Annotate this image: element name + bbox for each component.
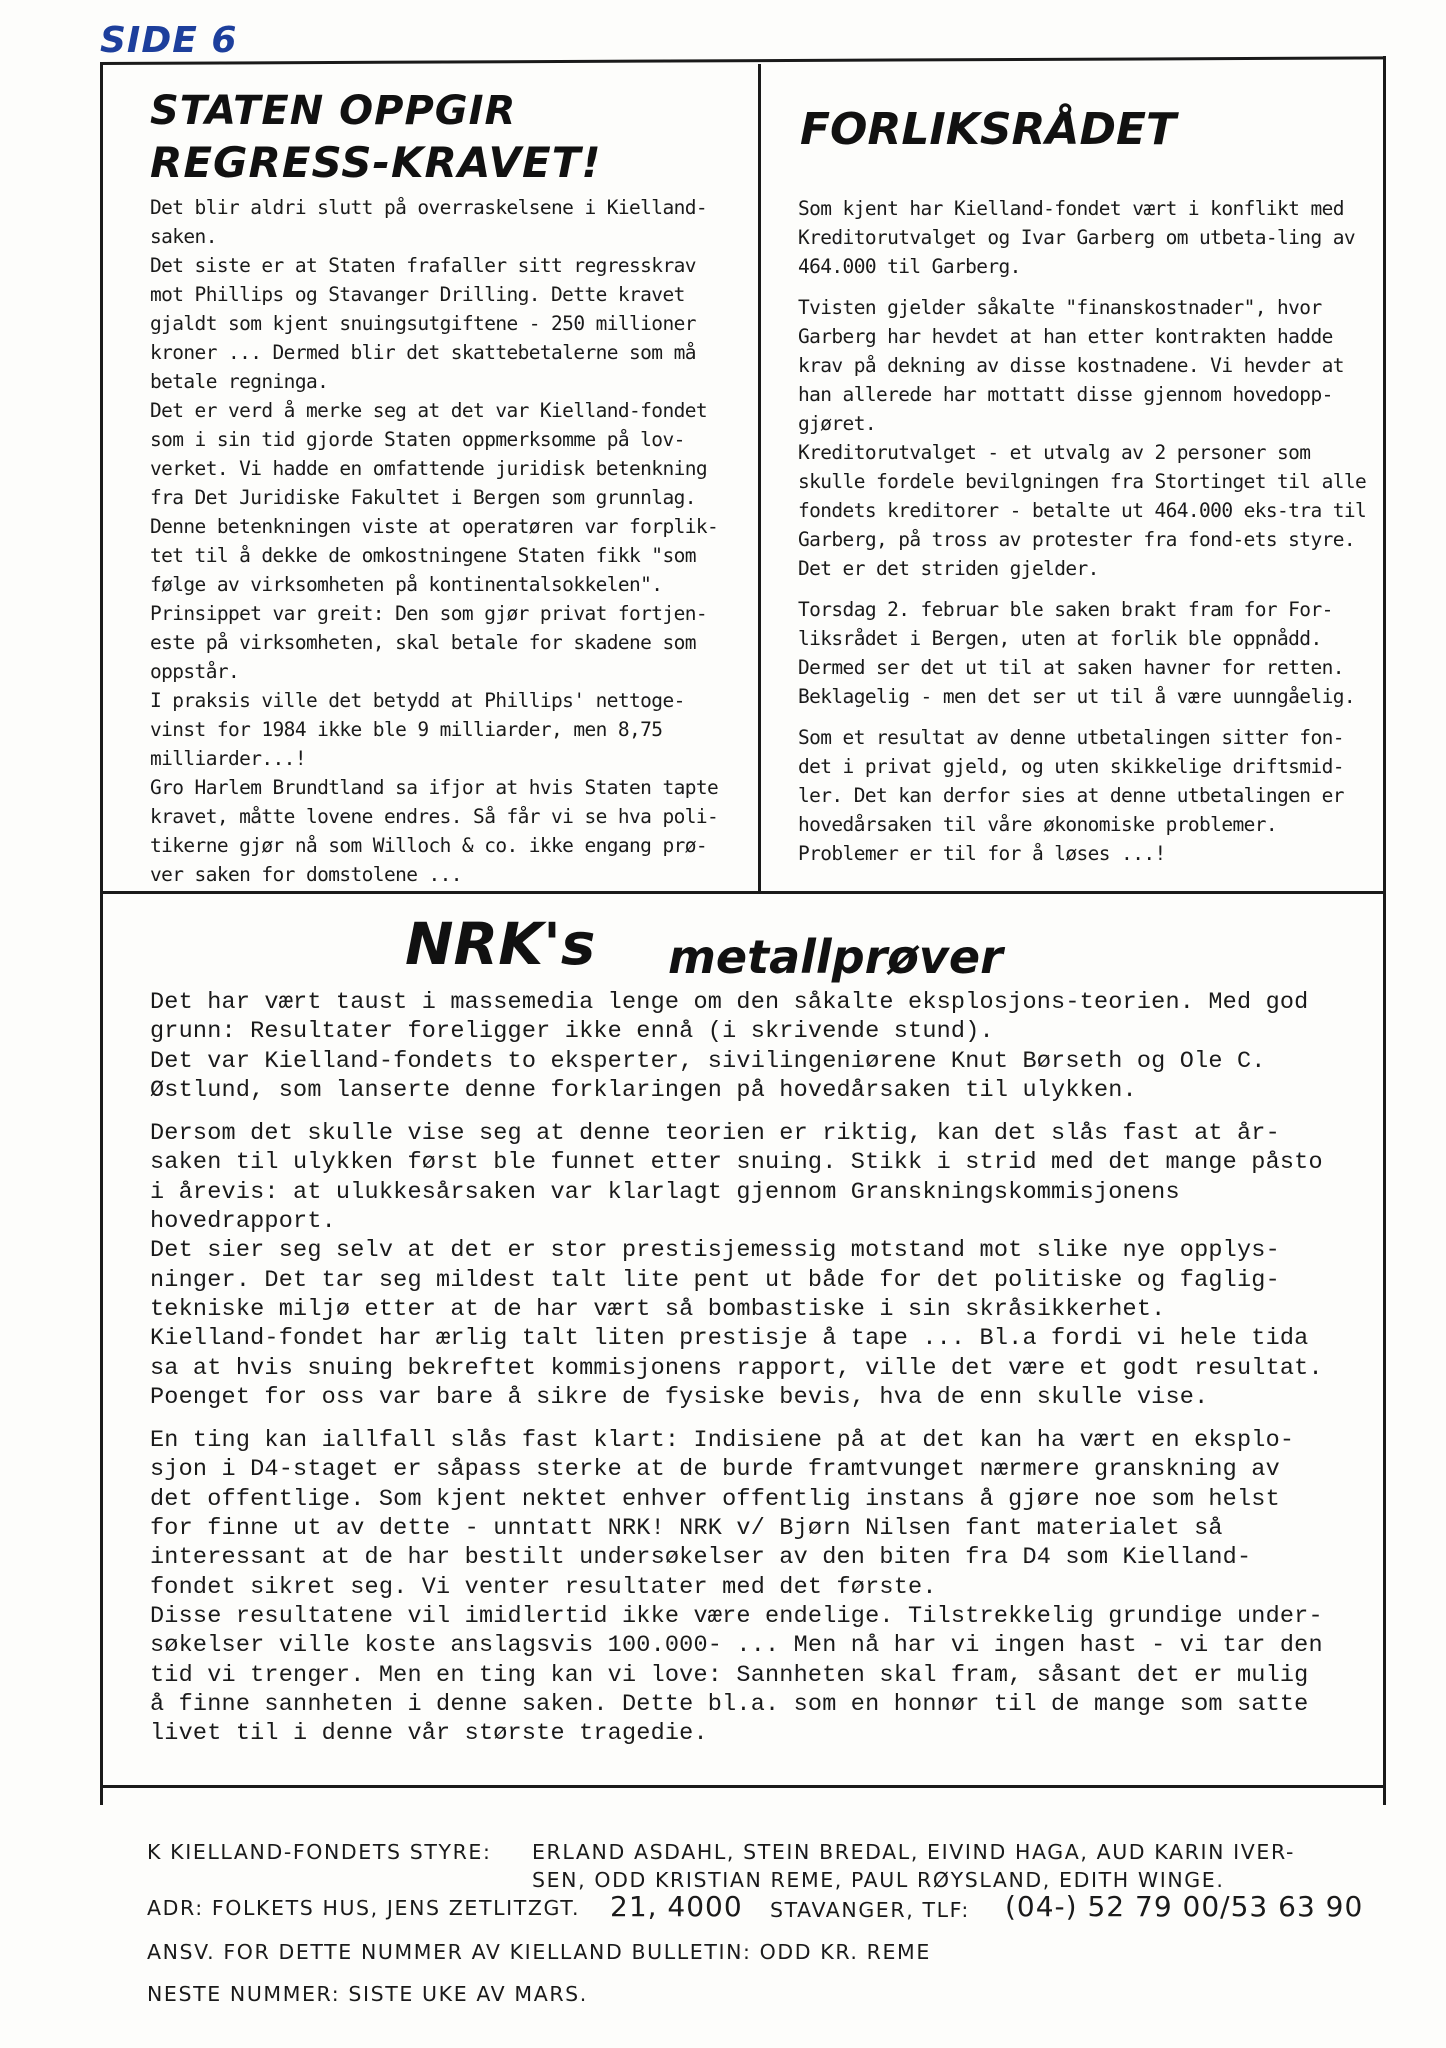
address-number: 21, 4000 <box>610 1890 743 1923</box>
frame-top-border <box>100 56 1386 65</box>
left-article-title-line1: STATEN OPPGIR <box>150 88 517 134</box>
section-divider-footer <box>100 1785 1386 1788</box>
board-label: K KIELLAND-FONDETS STYRE: <box>147 1840 492 1864</box>
bottom-paragraph: Kielland-fondet har ærlig talt liten prestisje å tape ... Bl.a fordi vi hele tida sa at hvis snuing bekreftet kommisjonens rapport, ville det være et godt resultat. Poenget for oss var bare å sikre de fysiske bevis, hva de enn skulle vise. <box>150 1325 1323 1411</box>
left-paragraph: Prinsippet var greit: Den som gjør privat fortjen-este på virksomheten, skal betale for skadene som oppstår. <box>150 602 707 683</box>
bottom-article-body <box>150 988 1330 1748</box>
address-city: STAVANGER, TLF: <box>770 1898 970 1922</box>
column-divider <box>758 64 761 894</box>
right-paragraph: Kreditorutvalget - et utvalg av 2 personer som skulle fordele bevilgningen fra Stortinget til alle fondets kreditorer - betalte ut 464.000 eks-tra til Garberg, på tross av protester fra fond-ets styre. Det er det striden gjelder. <box>798 441 1367 580</box>
bottom-paragraph: Det var Kielland-fondets to eksperter, sivilingeniørene Knut Børseth og Ole C. Østlund, som lanserte denne forklaringen på hovedårsaken til ulykken. <box>150 1047 1266 1104</box>
left-paragraph: Gro Harlem Brundtland sa ifjor at hvis Staten tapte kravet, måtte lovene endres. Så får vi se hva poli-tikerne gjør nå som Willoch & co. ikke engang prø-ver saken for domstolene ... <box>150 776 719 886</box>
left-article-title-line2: REGRESS-KRAVET! <box>150 138 602 187</box>
address-label: ADR: FOLKETS HUS, JENS ZETLITZGT. <box>147 1896 581 1920</box>
bottom-paragraph: Disse resultatene vil imidlertid ikke være endelige. Tilstrekkelig grundige under-søkelser ville koste anslagsvis 100.000- ... Men nå har vi ingen hast - vi tar den tid vi trenger. Men en ting kan vi love: Sannheten skal fram, såsant det er mulig å finne sannheten i denne saken. Dette bl.a. som en honnør til de mange som satte livet til i denne vår største tragedie. <box>150 1602 1323 1748</box>
frame-left-border <box>100 62 103 1805</box>
left-paragraph: I praksis ville det betydd at Phillips' nettoge-vinst for 1984 ikke ble 9 milliarder, men 8,75 milliarder...! <box>150 689 685 770</box>
left-paragraph: Det siste er at Staten frafaller sitt regresskrav mot Phillips og Stavanger Drilling. Dette kravet gjaldt som kjent snuingsutgiftene - 250 millioner kroner ... Dermed blir det skattebetalerne som må betale regninga. <box>150 254 696 393</box>
left-paragraph: Det blir aldri slutt på overraskelsene i Kielland-saken. <box>150 196 707 248</box>
responsible-editor: ANSV. FOR DETTE NUMMER AV KIELLAND BULLETIN: ODD KR. REME <box>147 1940 931 1964</box>
page-number-label: SIDE 6 <box>100 20 238 61</box>
bottom-paragraph: En ting kan iallfall slås fast klart: Indisiene på at det kan ha vært en eksplo-sjon i D4-staget er såpass sterke at de burde framtvunget nærmere granskning av det offentlige. Som kjent nektet enhver offentlig instans å gjøre noe som helst for finne ut av dette - unntatt NRK! NRK v/ Bjørn Nilsen fant materialet så interessant at de har bestilt undersøkelser av den biten fra D4 som Kielland-fondet sikret seg. Vi venter resultater med det første. <box>150 1427 1295 1601</box>
bottom-paragraph: Det har vært taust i massemedia lenge om den såkalte eksplosjons-teorien. Med god grunn: Resultater foreligger ikke ennå (i skrivende stund). <box>150 989 1309 1046</box>
right-paragraph: Torsdag 2. februar ble saken brakt fram for For-liksrådet i Bergen, uten at forlik ble oppnådd. Dermed ser det ut til at saken havner for retten. Beklagelig - men det ser ut til å være uunngåelig. <box>798 598 1355 708</box>
left-paragraph: Det er verd å merke seg at det var Kielland-fondet som i sin tid gjorde Staten oppmerksomme på lov-verket. Vi hadde en omfattende juridisk betenkning fra Det Juridiske Fakultet i Bergen som grunnlag. Denne betenkningen viste at operatøren var forplik-tet til å dekke de omkostningene Staten fikk "som følge av virksomheten på kontinentalsokkelen". <box>150 399 719 596</box>
bottom-article-title-nrk: NRK's <box>405 910 596 978</box>
right-paragraph: Tvisten gjelder såkalte "finanskostnader", hvor Garberg har hevdet at han etter kontrakten hadde krav på dekning av disse kostnadene. Vi hevder at han allerede har mottatt disse gjennom hovedopp-gjøret. <box>798 296 1344 435</box>
phone-number: (04-) 52 79 00/53 63 90 <box>1005 1890 1364 1923</box>
right-article-body <box>798 194 1373 868</box>
board-members-line1: ERLAND ASDAHL, STEIN BREDAL, EIVIND HAGA, AUD KARIN IVER- <box>532 1840 1295 1864</box>
section-divider-top <box>100 891 1386 894</box>
next-issue: NESTE NUMMER: SISTE UKE AV MARS. <box>147 1982 588 2006</box>
bottom-paragraph: Det sier seg selv at det er stor prestisjemessig motstand mot slike nye opplys-ninger. Det tar seg mildest talt lite pent ut både for det politiske og faglig-tekniske miljø etter at de har vært så bombastiske i sin skråsikkerhet. <box>150 1237 1280 1323</box>
right-paragraph: Som et resultat av denne utbetalingen sitter fon-det i privat gjeld, og uten skikkelige driftsmid-ler. Det kan derfor sies at denne utbetalingen er hovedårsaken til våre økonomiske problemer. Problemer er til for å løses ...! <box>798 726 1344 865</box>
board-members-line2: SEN, ODD KRISTIAN REME, PAUL RØYSLAND, EDITH WINGE. <box>532 1868 1225 1892</box>
right-paragraph: Som kjent har Kielland-fondet vært i konflikt med Kreditorutvalget og Ivar Garberg om utbeta-ling av 464.000 til Garberg. <box>798 197 1355 278</box>
frame-right-border <box>1383 56 1386 1805</box>
bottom-article-title-metallprover: metallprøver <box>668 930 1003 984</box>
bottom-paragraph: Dersom det skulle vise seg at denne teorien er riktig, kan det slås fast at år-saken til ulykken først ble funnet etter snuing. Stikk i strid med det mange påsto i årevis: at ulukkesårsaken var klarlagt gjennom Granskningskommisjonens hovedrapport. <box>150 1120 1323 1236</box>
right-article-title: FORLIKSRÅDET <box>800 104 1177 155</box>
left-article-body <box>150 193 740 889</box>
